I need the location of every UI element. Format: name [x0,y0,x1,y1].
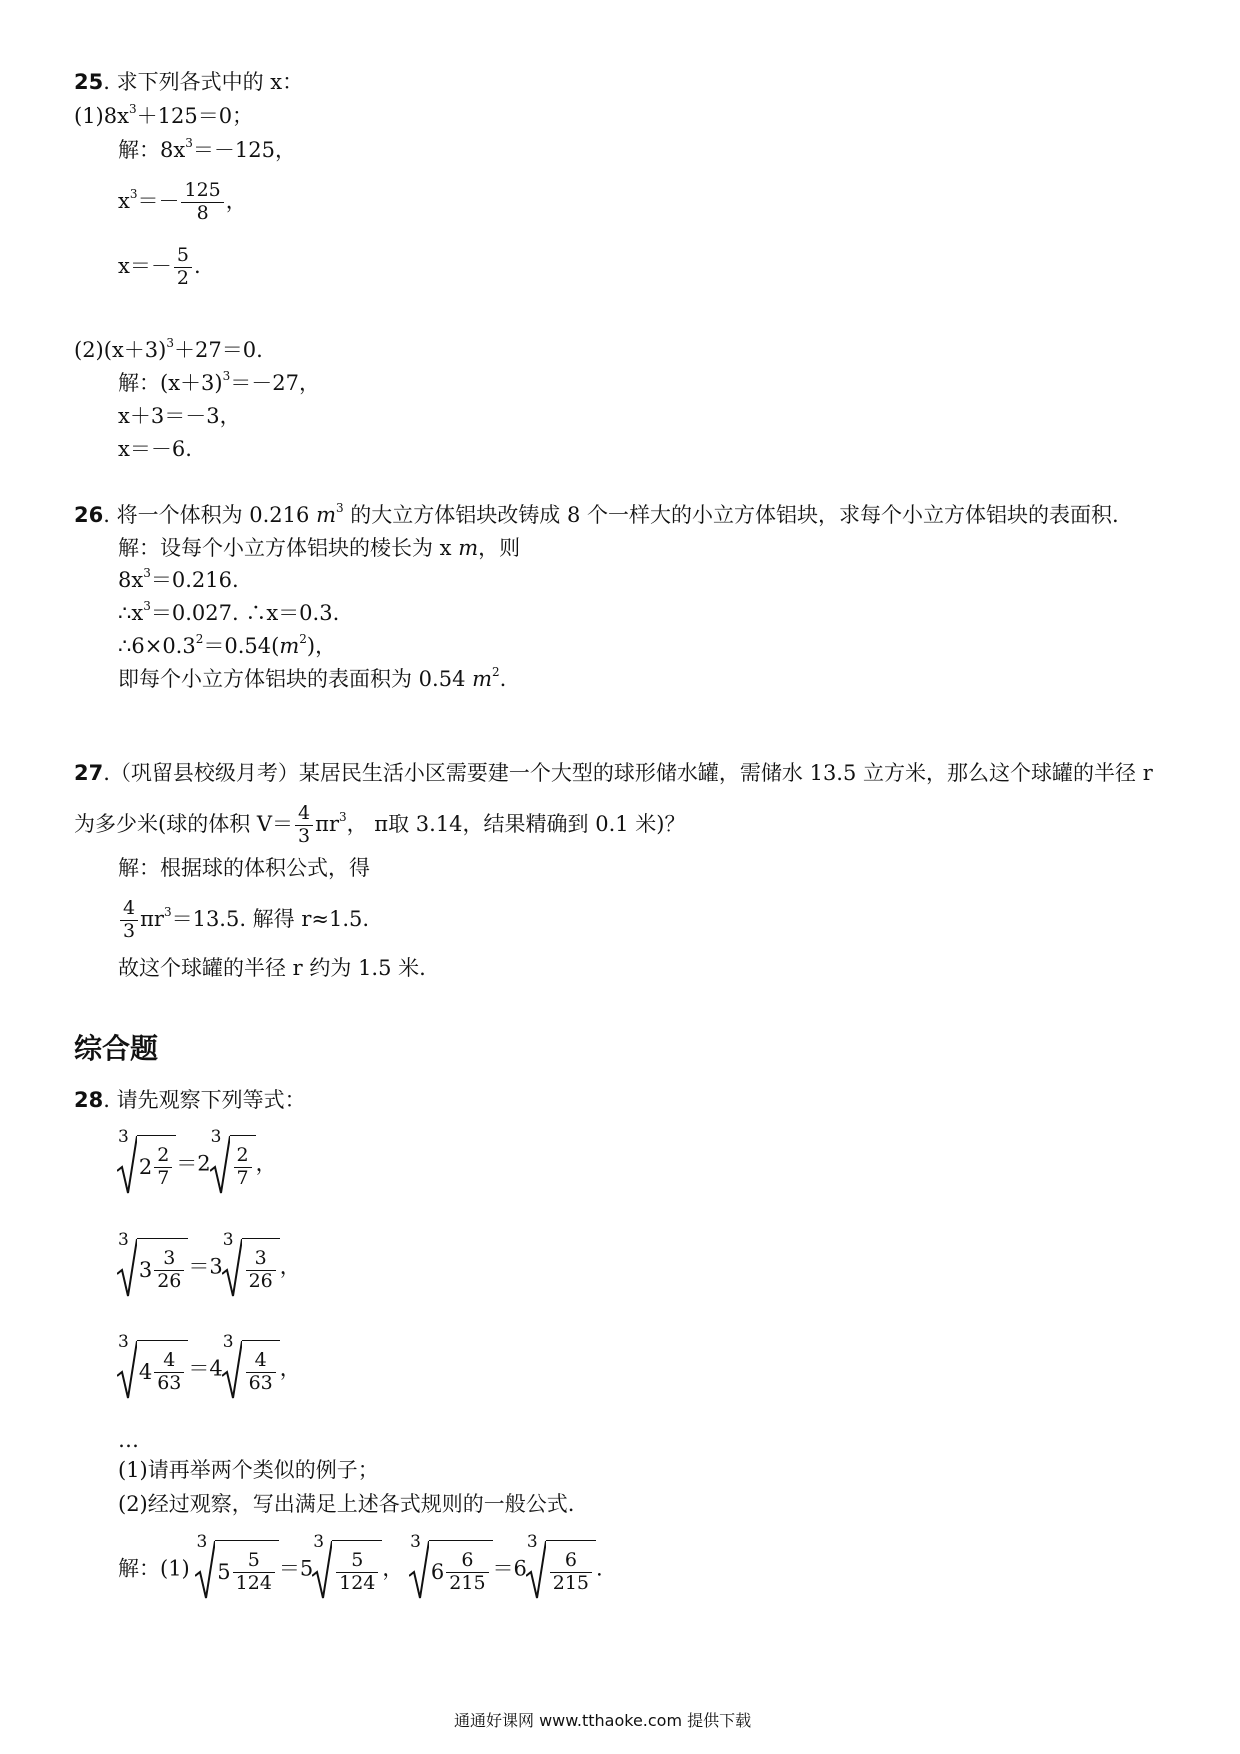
fraction: $\frac{125}{8}$ [181,180,223,225]
q27-line1: 27.（巩留县校级月考）某居民生活小区需要建一个大型的球形储水罐，需储水 13.5 立方米，那么这个球罐的半径 r [74,761,1153,785]
q27-sol-line1: 解：根据球的体积公式，得 [118,856,370,880]
q27-sol-line2: $\frac{4}{3}$ $\pi r^3=13.5$. 解得 r≈1.5. [118,898,369,943]
q26-sol-line3: $\therefore x^3=0.027$. ∴x＝0.3. [118,599,340,625]
cube-root: 3 $\frac{3}{26}$ [223,1238,280,1298]
fraction: $\frac{3}{26}$ [154,1248,184,1293]
q28-answer: 解：(1) 3 5 $\frac{5}{124}$ ＝5 3 $\frac{5}{124}$ ， 3 6 $\frac{6}{215}$ ＝6 3 $\frac{6}{215}$ . [118,1540,603,1600]
q26-sol-line1: 解：设每个小立方体铝块的棱长为 x m，则 [118,536,521,560]
section-title: 综合题 [74,1032,159,1065]
cube-root: 3 $\frac{6}{215}$ [527,1540,596,1600]
q25-sol1-line2: $x^3=-$ $\frac{125}{8}$ ， [118,179,247,224]
q28-ask2: (2)经过观察，写出满足上述各式规则的一般公式. [118,1492,575,1516]
question-number: 27 [74,761,104,785]
q25-part1: $(1)8x^3+125=0$； [74,102,254,128]
fraction: $\frac{4}{63}$ [154,1350,184,1395]
fraction: $\frac{4}{3}$ [120,898,138,943]
question-number: 28 [74,1088,104,1112]
fraction: $\frac{6}{215}$ [446,1550,488,1595]
cube-root: 3 $\frac{2}{7}$ [211,1135,256,1195]
fraction: $\frac{2}{7}$ [154,1145,172,1190]
cube-root: 3 $\frac{4}{63}$ [223,1340,280,1400]
q28-title: 28. 请先观察下列等式： [74,1088,306,1112]
q26-sol-line2: $8x^3=0.216$. [118,566,239,592]
q28-equation: 3 3 $\frac{3}{26}$ ＝3 3 $\frac{3}{26}$ ， [118,1238,301,1298]
fraction: $\frac{2}{7}$ [234,1145,252,1190]
q26-sol-line5: 即每个小立方体铝块的表面积为 0.54 $m^2$. [118,665,507,691]
cube-root: 3 4 $\frac{4}{63}$ [118,1340,188,1400]
q28-equation: 3 4 $\frac{4}{63}$ ＝4 3 $\frac{4}{63}$ ， [118,1340,301,1400]
q25-title: 25. 求下列各式中的 x： [74,70,304,94]
q25-part2: $(2)(x+3)^3+27=0$. [74,336,263,362]
q25-sol1-line3: x＝－ $\frac{5}{2}$ . [118,244,201,289]
q28-ask1: (1)请再举两个类似的例子； [118,1458,379,1482]
q27-sol-line3: 故这个球罐的半径 r 约为 1.5 米. [118,956,426,980]
ellipsis: … [118,1428,139,1452]
fraction: $\frac{3}{26}$ [246,1248,276,1293]
q25-sol2-line3: x＝－6. [118,437,192,461]
fraction: $\frac{5}{2}$ [174,245,192,290]
cube-root: 3 5 $\frac{5}{124}$ [196,1540,278,1600]
q25-sol2-line1: 解：$(x+3)^3=-27$， [118,369,320,395]
q27-line2: 为多少米(球的体积 V＝ $\frac{4}{3}$ $\pi r^3$， π取 3.14，结果精确到 0.1 米)？ [74,802,686,847]
page-footer: 通通好课网 www.tthaoke.com 提供下载 [454,1711,752,1730]
fraction: $\frac{6}{215}$ [550,1550,592,1595]
cube-root: 3 3 $\frac{3}{26}$ [118,1238,188,1298]
q26-sol-line4: $\therefore 6\times 0.3^2=0.54(m^2)$， [118,632,337,658]
q25-sol1-line1: 解：$8x^3=-125$， [118,136,296,162]
question-number: 26 [74,503,104,527]
fraction: $\frac{4}{63}$ [246,1350,276,1395]
fraction: $\frac{4}{3}$ [295,803,313,848]
q25-sol2-line2: x＋3＝－3， [118,404,241,428]
fraction: $\frac{5}{124}$ [336,1550,378,1595]
cube-root: 3 2 $\frac{2}{7}$ [118,1135,176,1195]
q26-title: 26. 将一个体积为 0.216 $m^3$ 的大立方体铝块改铸成 8 个一样大的小立方体铝块，求每个小立方体铝块的表面积. [74,501,1119,527]
cube-root: 3 $\frac{5}{124}$ [313,1540,382,1600]
fraction: $\frac{5}{124}$ [233,1550,275,1595]
cube-root: 3 6 $\frac{6}{215}$ [410,1540,492,1600]
question-number: 25 [74,70,104,94]
q28-equation: 3 2 $\frac{2}{7}$ ＝2 3 $\frac{2}{7}$ ， [118,1135,277,1195]
